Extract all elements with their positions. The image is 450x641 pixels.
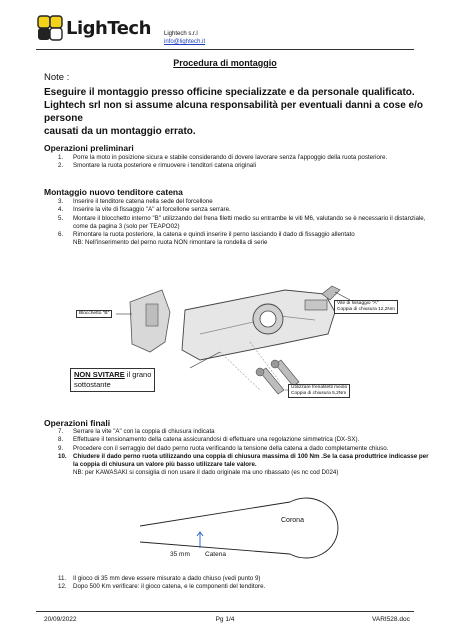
label-vite-a-line2: Coppia di chiusura 12,2Nm	[337, 307, 395, 312]
list-item: 3. Inserire il tenditore catena nella sede del forcellone	[58, 198, 213, 205]
note-line: causati da un montaggio errato.	[44, 126, 196, 137]
logo-text: LighTech	[66, 18, 151, 39]
list-finali	[58, 428, 430, 478]
list-item: 9. Procedere con il serraggio del dado perno ruota verificando la tensione della catena a dado completamente chiuso.	[58, 444, 389, 452]
list-item: 7. Serrare la vite "A" con la coppia di chiusura indicata	[58, 428, 215, 435]
note-line: Eseguire il montaggio presso officine specializzate e da personale qualificato.	[44, 87, 415, 98]
nb-note: NB: per KAWASAKI si consiglia di non usare il dado originale ma uno ribassato (es nc cod D024)	[73, 469, 339, 477]
list-item: 2. Smontare la ruota posteriore e rimuovere i tenditori catena originali	[58, 162, 256, 170]
list-item: 4. Inserire la vite di fissaggio "A" al forcellone senza serrare.	[58, 206, 231, 214]
list-item: 8. Effettuare il tensionamento della catena assicurandosi di effettuare una regolazione simmetrica (DX-SX).	[58, 436, 360, 444]
header-divider	[36, 49, 414, 50]
non-svitare-callout	[70, 368, 155, 392]
section-heading-montaggio: Montaggio nuovo tenditore catena	[44, 187, 183, 197]
list-finali-tail	[58, 575, 430, 592]
list-item: 12. Dopo 500 Km verificare: il gioco catena, e le componenti del tenditore.	[58, 583, 266, 591]
chain-tensioner-diagram	[70, 272, 400, 422]
page-title: Procedura di montaggio	[173, 58, 277, 68]
section-heading-finali: Operazioni finali	[44, 418, 111, 428]
label-vite-a	[334, 300, 398, 314]
footer-date: 20/09/2022	[44, 616, 77, 623]
list-preliminari	[58, 154, 428, 171]
non-svitare-bold: NON SVITARE	[74, 370, 125, 379]
label-frenafiletti-line2: Coppia di chiusura 5,2Nm	[291, 391, 347, 396]
lightech-logo	[36, 13, 154, 47]
logo-mark-icon	[36, 13, 66, 43]
note-line: Lightech srl non si assume alcuna responsabilità per eventuali danni a cose e/o persone	[44, 100, 424, 124]
list-item: 10. Chiudere il dado perno ruota utilizzando una coppia di chiusura massima di 100 Nm .Se la casa produttrice indicasse per la coppia di chiusura un valore più basso utilizzare tale valore.	[58, 452, 429, 469]
footer-doc: VARI528.doc	[372, 616, 410, 623]
list-montaggio	[58, 198, 428, 248]
footer-divider	[36, 611, 414, 612]
email-link[interactable]: info@lightech.it	[164, 39, 206, 45]
note-label: Note :	[44, 72, 70, 83]
section-heading-preliminari: Operazioni preliminari	[44, 143, 134, 153]
note-block	[44, 86, 434, 138]
label-35mm: 35 mm	[170, 551, 190, 558]
nb-note: NB: Nell'inserimento del perno ruota NON rimontare la rondella di serie	[73, 239, 268, 247]
label-catena: Catena	[205, 551, 226, 558]
non-svitare-line2: sottostante	[74, 380, 111, 389]
label-vite-a-line1: Vite di fissaggio "A"	[337, 301, 379, 306]
list-item: 5. Montare il blocchetto interno "B" utilizzando del frena filetti medio su entrambe le viti M6, valutando se è necessario il distanziale, come da pagina 3 (solo per TEAPO02)	[58, 214, 426, 230]
footer-page: Pg 1/4	[215, 616, 235, 623]
label-blocchetto-b: Blocchetto "B"	[76, 310, 112, 318]
company-name: Lightech s.r.l	[164, 31, 198, 37]
label-frenafiletti	[288, 384, 350, 398]
list-item: 1. Porre la moto in posizione sicura e stabile considerando di dovere lavorare senza l'appoggio della ruota posteriore.	[58, 154, 388, 161]
non-svitare-rest: il grano	[124, 370, 152, 379]
label-corona: Corona	[281, 517, 304, 524]
list-item: 11. Il gioco di 35 mm deve essere misurato a dado chiuso (vedi punto 9)	[58, 575, 261, 582]
label-frenafiletti-line1: Utilizzare frenafiletti medio	[291, 385, 348, 390]
list-item: 6. Rimontare la ruota posteriore, la catena e quindi inserire il perno lasciando il dado di fissaggio allentato	[58, 231, 355, 239]
